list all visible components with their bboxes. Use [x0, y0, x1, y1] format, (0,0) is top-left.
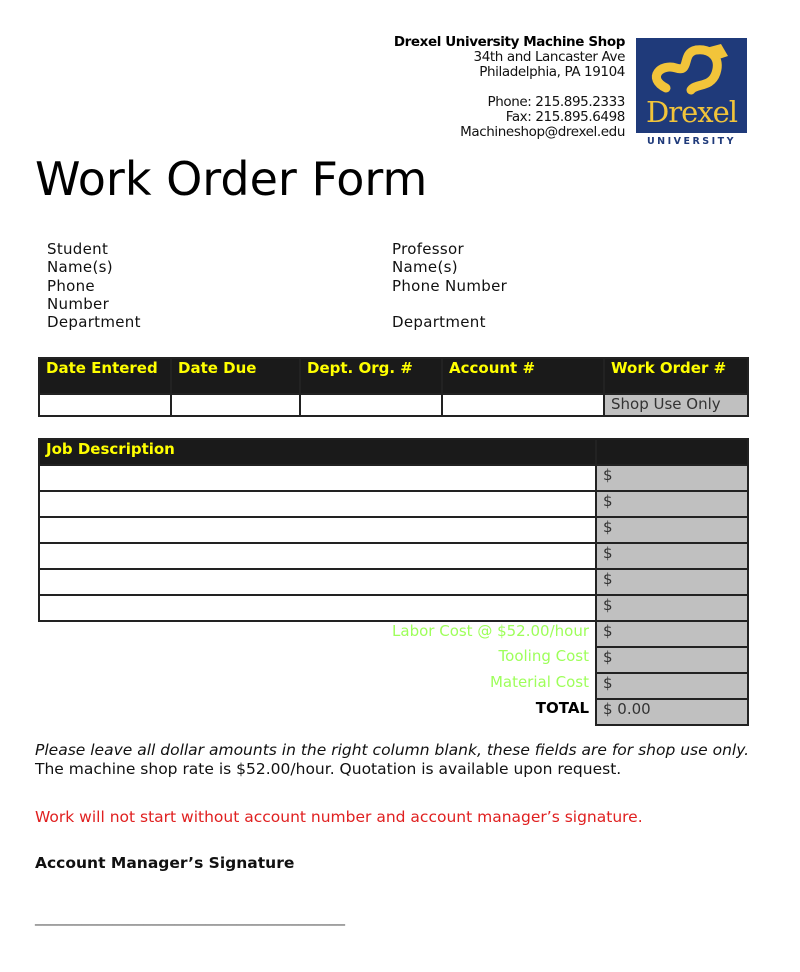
job-line[interactable] — [39, 465, 596, 491]
tooling-cost-cell: $ — [596, 647, 748, 673]
student-phone-label: Phone Number — [47, 277, 110, 313]
work-order-field: Shop Use Only — [604, 394, 748, 416]
job-line[interactable] — [39, 543, 596, 569]
signature-label: Account Manager’s Signature — [35, 854, 295, 872]
date-due-field[interactable] — [171, 394, 300, 416]
cost-cell: $ — [596, 517, 748, 543]
total-label: TOTAL — [39, 699, 596, 725]
professor-dept-label: Department — [392, 313, 486, 331]
fax: Fax: 215.895.6498 — [505, 109, 625, 125]
professor-phone-label: Phone Number — [392, 277, 508, 295]
email: Machineshop@drexel.edu — [460, 124, 625, 140]
order-table — [38, 357, 749, 417]
header-account: Account # — [442, 358, 604, 394]
job-line[interactable] — [39, 491, 596, 517]
signature-line[interactable]: ________________________________________ — [35, 908, 345, 926]
material-cost-cell: $ — [596, 673, 748, 699]
instructions-italic: Please leave all dollar amounts in the right column blank, these fields are for shop use only. — [35, 741, 750, 759]
account-field[interactable] — [442, 394, 604, 416]
drexel-logo — [636, 38, 747, 133]
job-line[interactable] — [39, 517, 596, 543]
labor-cost-cell: $ — [596, 621, 748, 647]
job-line[interactable] — [39, 595, 596, 621]
date-entered-field[interactable] — [39, 394, 171, 416]
cost-cell: $ — [596, 543, 748, 569]
org-name: Drexel University Machine Shop — [393, 34, 625, 50]
header-dept-org: Dept. Org. # — [300, 358, 442, 394]
total-cell: $ 0.00 — [596, 699, 748, 725]
logo-word: Drexel — [645, 95, 738, 129]
instructions-rate: The machine shop rate is $52.00/hour. Quotation is available upon request. — [35, 760, 622, 778]
address-line2: Philadelphia, PA 19104 — [479, 64, 625, 80]
cost-cell: $ — [596, 595, 748, 621]
professor-name-label: Professor Name(s) — [392, 240, 464, 276]
header-cost — [596, 439, 748, 465]
cost-cell: $ — [596, 569, 748, 595]
dragon-icon — [636, 38, 747, 98]
cost-cell: $ — [596, 491, 748, 517]
address-line1: 34th and Lancaster Ave — [473, 49, 625, 65]
logo-subtitle: UNIVERSITY — [646, 136, 737, 147]
student-dept-label: Department — [47, 313, 141, 331]
dept-org-field[interactable] — [300, 394, 442, 416]
header-job-description: Job Description — [39, 439, 596, 465]
header-date-entered: Date Entered — [39, 358, 171, 394]
student-name-label: Student Name(s) — [47, 240, 113, 276]
labor-cost-label: Labor Cost @ $52.00/hour — [39, 621, 596, 647]
instructions — [35, 741, 755, 779]
header-work-order: Work Order # — [604, 358, 748, 394]
page-title: Work Order Form — [35, 152, 428, 206]
header-date-due: Date Due — [171, 358, 300, 394]
job-table — [38, 438, 749, 726]
cost-cell: $ — [596, 465, 748, 491]
material-cost-label: Material Cost — [39, 673, 596, 699]
warning-text: Work will not start without account number and account manager’s signature. — [35, 808, 643, 826]
phone: Phone: 215.895.2333 — [487, 94, 625, 110]
tooling-cost-label: Tooling Cost — [39, 647, 596, 673]
job-line[interactable] — [39, 569, 596, 595]
